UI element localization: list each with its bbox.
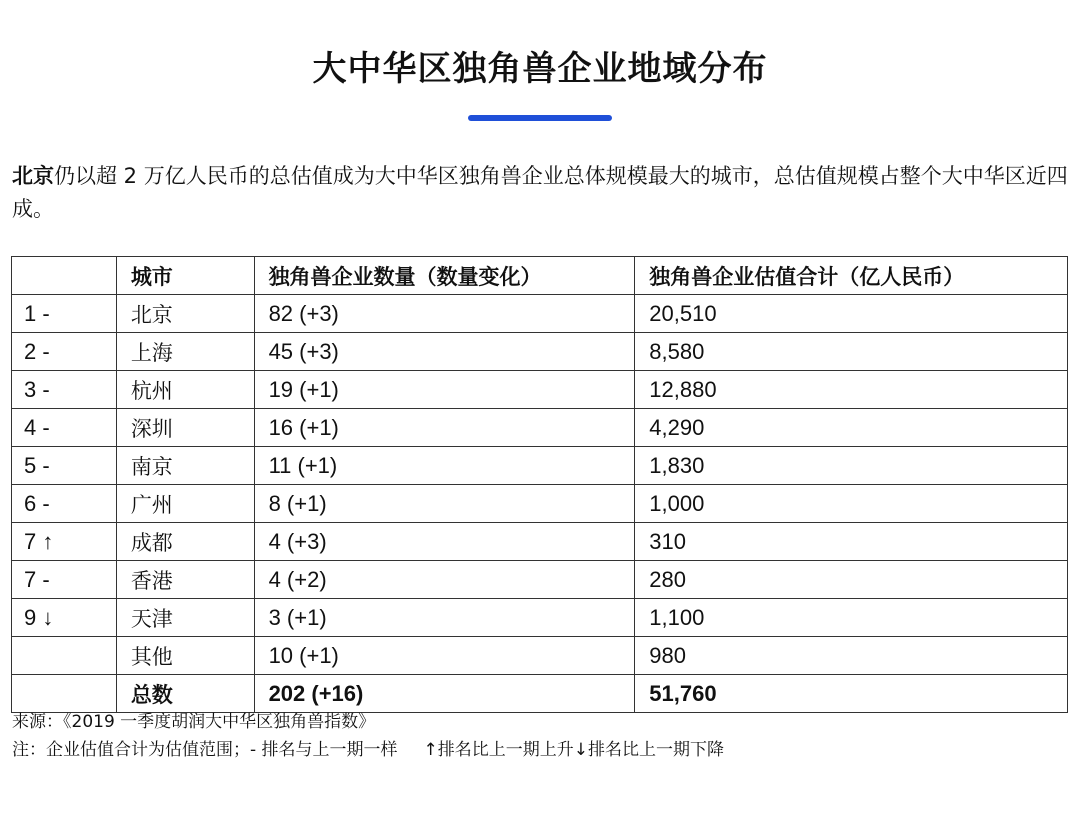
rank-cell: 5 - — [12, 447, 117, 485]
rank-cell: 6 - — [12, 485, 117, 523]
city-cell: 广州 — [116, 485, 254, 523]
city-cell: 成都 — [116, 523, 254, 561]
rank-cell: 7 ↑ — [12, 523, 117, 561]
count-cell: 16 (+1) — [254, 409, 635, 447]
valuation-cell: 1,100 — [635, 599, 1068, 637]
valuation-cell: 20,510 — [635, 295, 1068, 333]
valuation-cell: 4,290 — [635, 409, 1068, 447]
rank-cell: 7 - — [12, 561, 117, 599]
total-valuation-cell: 51,760 — [635, 675, 1068, 713]
rank-cell: 2 - — [12, 333, 117, 371]
legend-prefix: 注：企业估值合计为估值范围；- 排名与上一期一样 — [12, 740, 398, 760]
legend-down: ↓排名比上一期下降 — [573, 740, 725, 760]
total-label-cell: 总数 — [116, 675, 254, 713]
table-row — [12, 371, 1068, 409]
valuation-cell: 980 — [635, 637, 1068, 675]
count-cell: 4 (+2) — [254, 561, 635, 599]
title-underline — [468, 115, 612, 121]
count-cell: 8 (+1) — [254, 485, 635, 523]
table-row — [12, 599, 1068, 637]
table-row — [12, 295, 1068, 333]
city-cell: 杭州 — [116, 371, 254, 409]
city-cell: 北京 — [116, 295, 254, 333]
valuation-cell: 310 — [635, 523, 1068, 561]
table-row — [12, 447, 1068, 485]
rank-cell: 3 - — [12, 371, 117, 409]
header-count: 独角兽企业数量（数量变化） — [254, 257, 635, 295]
city-cell: 香港 — [116, 561, 254, 599]
total-count-cell: 202 (+16) — [254, 675, 635, 713]
valuation-cell: 280 — [635, 561, 1068, 599]
intro-paragraph — [12, 160, 1072, 226]
count-cell: 45 (+3) — [254, 333, 635, 371]
rank-cell: 9 ↓ — [12, 599, 117, 637]
intro-text: 仍以超 2 万亿人民币的总估值成为大中华区独角兽企业总体规模最大的城市，总估值规模占整个大中华区近四成。 — [12, 164, 1068, 221]
count-cell: 4 (+3) — [254, 523, 635, 561]
rank-cell: 1 - — [12, 295, 117, 333]
legend-up: ↑排名比上一期上升 — [423, 740, 574, 760]
count-cell: 3 (+1) — [254, 599, 635, 637]
page-title: 大中华区独角兽企业地域分布 — [312, 49, 768, 89]
table-header-row — [12, 257, 1068, 295]
table-row — [12, 523, 1068, 561]
total-rank-cell — [12, 675, 117, 713]
header-rank — [12, 257, 117, 295]
table-total-row — [12, 675, 1068, 713]
city-cell: 其他 — [116, 637, 254, 675]
valuation-cell: 12,880 — [635, 371, 1068, 409]
table-row — [12, 561, 1068, 599]
header-valuation: 独角兽企业估值合计（亿人民币） — [635, 257, 1068, 295]
table-row — [12, 485, 1068, 523]
count-cell: 11 (+1) — [254, 447, 635, 485]
valuation-cell: 1,000 — [635, 485, 1068, 523]
city-cell: 上海 — [116, 333, 254, 371]
table-row — [12, 637, 1068, 675]
intro-highlight: 北京 — [12, 164, 54, 188]
city-cell: 深圳 — [116, 409, 254, 447]
valuation-cell: 1,830 — [635, 447, 1068, 485]
legend-note — [12, 738, 724, 762]
source-note: 来源：《2019 一季度胡润大中华区独角兽指数》 — [12, 712, 376, 732]
table-row — [12, 409, 1068, 447]
count-cell: 19 (+1) — [254, 371, 635, 409]
rank-cell: 4 - — [12, 409, 117, 447]
header-city: 城市 — [116, 257, 254, 295]
count-cell: 82 (+3) — [254, 295, 635, 333]
city-distribution-table — [11, 256, 1068, 713]
city-cell: 天津 — [116, 599, 254, 637]
rank-cell — [12, 637, 117, 675]
city-cell: 南京 — [116, 447, 254, 485]
table-row — [12, 333, 1068, 371]
valuation-cell: 8,580 — [635, 333, 1068, 371]
count-cell: 10 (+1) — [254, 637, 635, 675]
